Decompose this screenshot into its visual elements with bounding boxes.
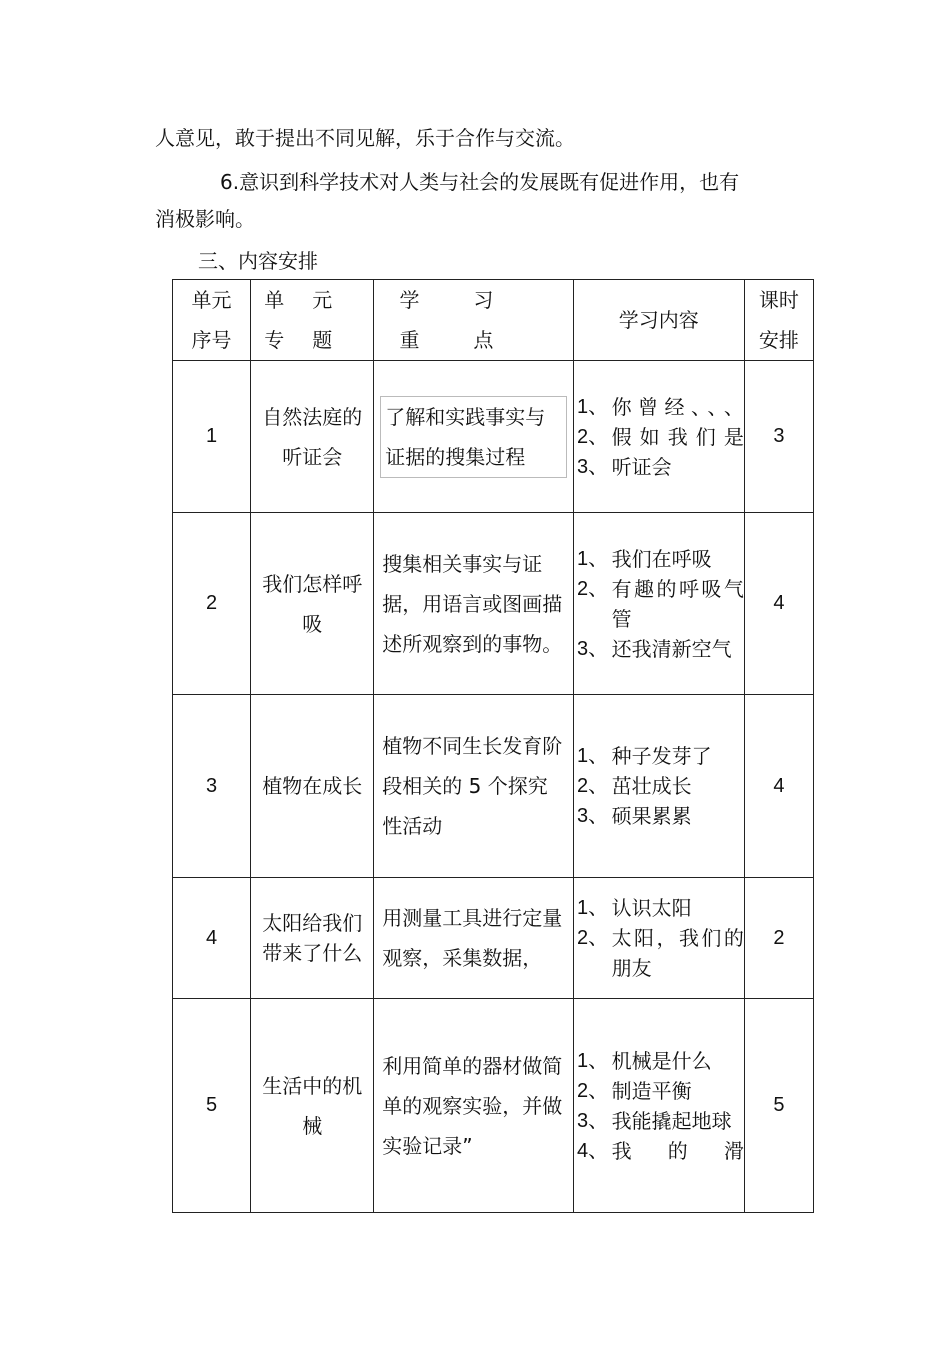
list-item: 3、 硕果累累: [577, 804, 692, 828]
header-unit-topic: 单元 专题: [251, 280, 374, 361]
class-hours: 3: [744, 361, 813, 513]
unit-topic: 植物在成长: [251, 695, 374, 878]
list-item: 1、 你曾经、、、: [577, 394, 744, 419]
learning-content: [573, 878, 744, 999]
unit-number: 4: [173, 878, 251, 999]
unit-topic: 生活中的机械: [251, 999, 374, 1213]
unit-number: 1: [173, 361, 251, 513]
table-row: [173, 878, 814, 999]
list-item: 3、 听证会: [577, 454, 672, 479]
list-item: 3、 还我清新空气: [577, 636, 732, 661]
unit-topic: 我们怎样呼吸: [251, 513, 374, 695]
header-unit-number: 单元 序号: [173, 280, 251, 361]
content-arrangement-table: [172, 279, 814, 1213]
list-item: 4、 我的滑: [577, 1138, 744, 1163]
list-item: 2、 假如我们是: [577, 424, 744, 449]
learning-focus: 用测量工具进行定量观察，采集数据，: [374, 878, 573, 999]
list-item: 2、 茁壮成长: [577, 774, 692, 798]
list-item: 2、 太阳，我们的朋友: [577, 926, 744, 980]
header-learning-content: 学习内容: [573, 280, 744, 361]
class-hours: 4: [744, 513, 813, 695]
list-item: 2、 制造平衡: [577, 1078, 692, 1103]
goal-item-6: 6.意识到科学技术对人类与社会的发展既有促进作用，也有: [220, 170, 740, 194]
table-header-row: [173, 280, 814, 361]
learning-content: [573, 361, 744, 513]
list-item: 1、 机械是什么: [577, 1048, 712, 1073]
unit-number: 3: [173, 695, 251, 878]
list-item: 1、 我们在呼吸: [577, 546, 712, 571]
list-item: 2、 有趣的呼吸气管: [577, 576, 744, 631]
unit-topic: 自然法庭的听证会: [251, 361, 374, 513]
class-hours: 4: [744, 695, 813, 878]
learning-content: [573, 999, 744, 1213]
learning-focus: 利用简单的器材做简单的观察实验，并做实验记录”: [374, 999, 573, 1213]
unit-number: 2: [173, 513, 251, 695]
learning-content: [573, 513, 744, 695]
table-row: [173, 695, 814, 878]
unit-topic: 太阳给我们带来了什么: [251, 878, 374, 999]
table-row: [173, 361, 814, 513]
table-row: [173, 999, 814, 1213]
table-row: [173, 513, 814, 695]
learning-focus: 搜集相关事实与证据，用语言或图画描述所观察到的事物。: [374, 513, 573, 695]
section-title-content-arrangement: 三、内容安排: [198, 249, 318, 273]
list-item: 3、 我能撬起地球: [577, 1108, 732, 1133]
list-item: 1、 认识太阳: [577, 896, 692, 920]
learning-content: [573, 695, 744, 878]
goal-item-6-continuation: 消极影响。: [155, 207, 255, 231]
header-learning-focus: 学习 重点: [374, 280, 573, 361]
list-item: 1、 种子发芽了: [577, 744, 712, 768]
learning-focus: 了解和实践事实与证据的搜集过程: [374, 361, 573, 513]
unit-number: 5: [173, 999, 251, 1213]
learning-focus: 植物不同生长发育阶段相关的 5 个探究性活动: [374, 695, 573, 878]
paragraph-continuation: 人意见，敢于提出不同见解，乐于合作与交流。: [155, 126, 575, 150]
class-hours: 5: [744, 999, 813, 1213]
header-class-hours: 课时 安排: [744, 280, 813, 361]
class-hours: 2: [744, 878, 813, 999]
